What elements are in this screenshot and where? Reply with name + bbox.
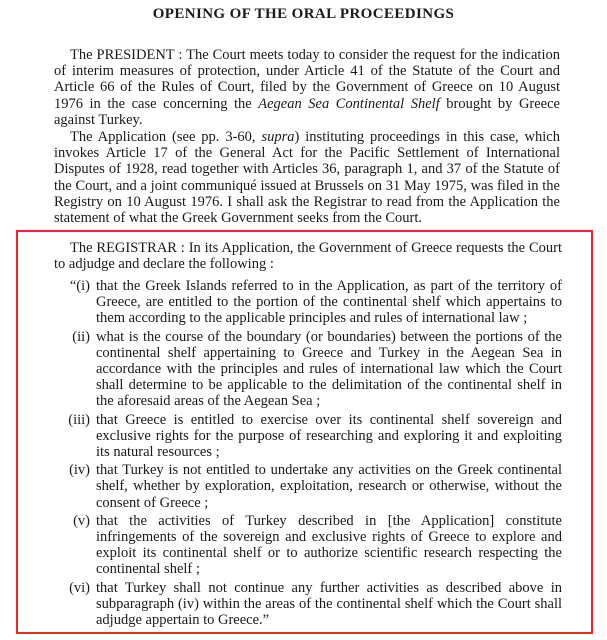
list-item [54, 278, 562, 327]
item-text: that the Greek Islands referred to in the Application, as part of the territory of Greece, are entitled to the portion of the continental shelf which appertains to them according to the applicable principles and rules of international law ; [96, 278, 562, 327]
item-number: (vi) [69, 579, 90, 596]
president-text-a: The PRESIDENT : The Court meets today to consider the request for the indication of interim measures of protection, under Article 41 of the Statute of the Court and Article 66 of the Rules of Court, filed by the Government of Greece on 10 August 1976 in the case concerning the [54, 47, 560, 112]
list-item [54, 329, 562, 410]
item-number: (iv) [69, 462, 90, 479]
item-text: that Turkey is not entitled to undertake any activities on the Greek continental shelf, whether by exploration, exploitation, research or otherwise, without the consent of Greece ; [96, 462, 562, 511]
request-list [54, 278, 562, 630]
list-item [54, 462, 562, 511]
registrar-paragraph: The REGISTRAR : In its Application, the Government of Greece requests the Court to adjudge and declare the following : [54, 240, 562, 273]
item-number: “(i) [69, 278, 90, 294]
item-text: that Turkey shall not continue any further activities as described above in subparagraph (iv) within the areas of the continental shelf which the Court shall adjudge appertain to Greece.” [96, 579, 562, 629]
supra-italic: supra [261, 129, 295, 145]
list-item [54, 412, 562, 461]
item-text: what is the course of the boundary (or boundaries) between the portions of the continental shelf appertaining to Greece and Turkey in the Aegean Sea in accordance with the principles and rules of international law which the Court shall determine to be applicable to the delimitation of the continental shelf in the aforesaid areas of the Aegean Sea ; [96, 328, 562, 410]
list-item [54, 580, 562, 629]
list-item [54, 513, 562, 578]
application-text-a: The Application (see pp. 3-60, [70, 129, 262, 145]
item-text: that Greece is entitled to exercise over its continental shelf sovereign and exclusive rights for the purpose of researching and exploring it and exploiting its natural resources ; [96, 411, 562, 461]
case-name-italic: Aegean Sea Continental Shelf [258, 95, 440, 112]
item-text: that the activities of Turkey described in [the Application] constitute infringements of the sovereign and exclusive rights of Greece to explore and exploit its continental shelf or to authorize scientific research respecting the continental shelf ; [96, 512, 562, 578]
section-title: OPENING OF THE ORAL PROCEEDINGS [152, 6, 455, 22]
item-number: (v) [73, 512, 90, 529]
item-number: (ii) [72, 328, 90, 345]
president-text-b: brought by Greece against Turkey. [54, 95, 560, 128]
application-paragraph [54, 129, 560, 226]
item-number: (iii) [68, 411, 90, 428]
application-text-b: ) instituting proceedings in this case, which invokes Article 17 of the General Act for the Pacific Settlement of International Disputes of 1928, read together with Articles 36, paragraph 1, and 37 of the Statute of the Court, and a joint communiqué issued at Brussels on 31 May 1975, was filed in the Registry on 10 August 1976. I shall ask the Registrar to read from the Application the statement of what the Greek Government seeks from the Court. [54, 129, 560, 226]
president-paragraph [54, 47, 560, 128]
